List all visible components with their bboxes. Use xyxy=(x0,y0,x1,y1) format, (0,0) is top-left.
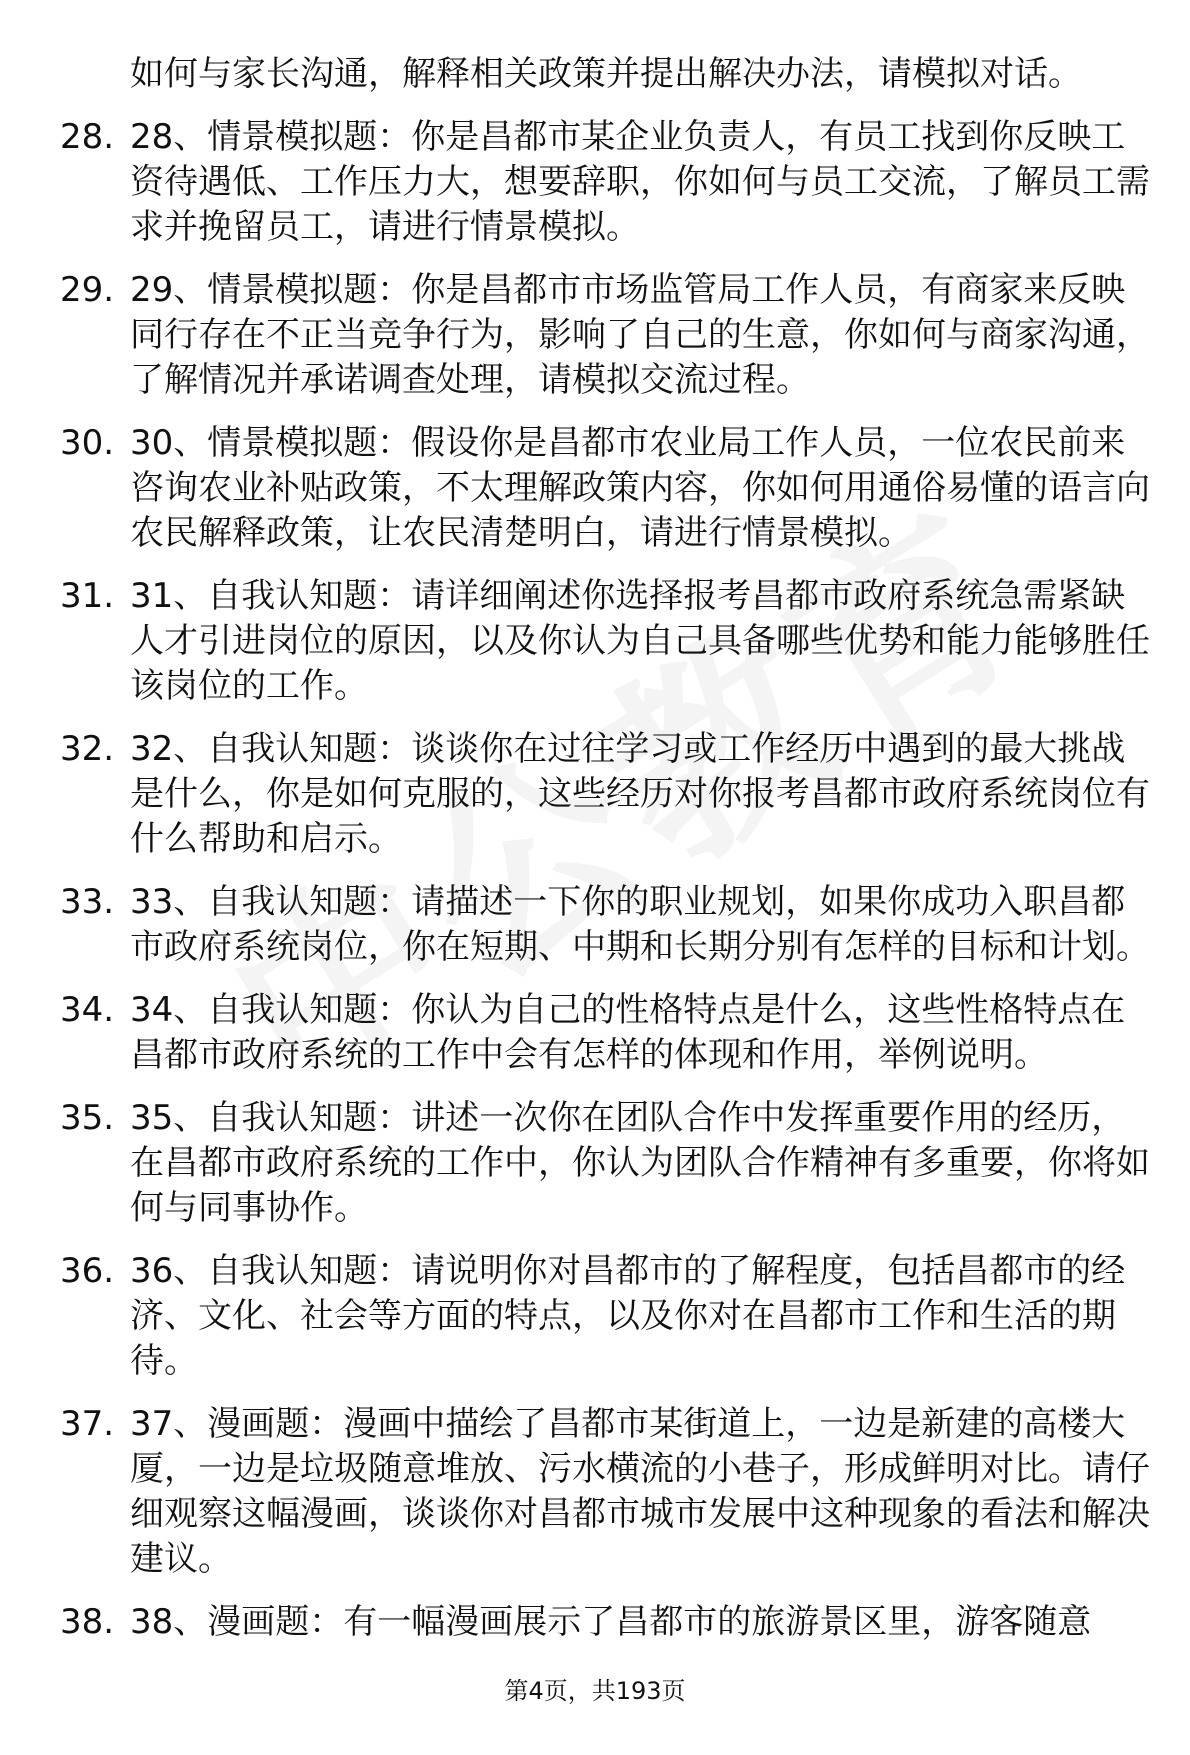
question-text: 38、漫画题：有一幅漫画展示了昌都市的旅游景区里，游客随意 xyxy=(130,1602,1092,1642)
question-number: 35. xyxy=(60,1098,115,1138)
question-number: 34. xyxy=(60,990,115,1030)
question-text: 33、自我认知题：请描述一下你的职业规划，如果你成功入职昌都市政府系统岗位，你在短期、中期和长期分别有怎样的目标和计划。 xyxy=(130,882,1150,967)
question-text: 37、漫画题：漫画中描绘了昌都市某街道上，一边是新建的高楼大厦，一边是垃圾随意堆放、污水横流的小巷子，形成鲜明对比。请仔细观察这幅漫画，谈谈你对昌都市城市发展中这种现象的看法和解决建议。 xyxy=(130,1404,1150,1579)
question-item xyxy=(0,421,1190,556)
question-item xyxy=(0,1402,1190,1582)
question-item xyxy=(0,268,1190,403)
question-item xyxy=(0,880,1190,970)
question-item xyxy=(0,574,1190,709)
question-number: 33. xyxy=(60,882,115,922)
question-item xyxy=(0,988,1190,1078)
continued-text: 如何与家长沟通，解释相关政策并提出解决办法，请模拟对话。 xyxy=(130,54,1082,94)
page-content xyxy=(0,52,1190,1645)
question-number: 38. xyxy=(60,1602,115,1642)
question-number: 32. xyxy=(60,729,115,769)
question-item xyxy=(0,115,1190,250)
question-text: 30、情景模拟题：假设你是昌都市农业局工作人员，一位农民前来咨询农业补贴政策，不太理解政策内容，你如何用通俗易懂的语言向农民解释政策，让农民清楚明白，请进行情景模拟。 xyxy=(130,423,1150,553)
question-item xyxy=(0,1096,1190,1231)
question-text: 34、自我认知题：你认为自己的性格特点是什么，这些性格特点在昌都市政府系统的工作中会有怎样的体现和作用，举例说明。 xyxy=(130,990,1126,1075)
question-number: 37. xyxy=(60,1404,115,1444)
question-number: 29. xyxy=(60,270,115,310)
question-text: 28、情景模拟题：你是昌都市某企业负责人，有员工找到你反映工资待遇低、工作压力大，想要辞职，你如何与员工交流，了解员工需求并挽留员工，请进行情景模拟。 xyxy=(130,117,1150,247)
question-text: 32、自我认知题：谈谈你在过往学习或工作经历中遇到的最大挑战是什么，你是如何克服的，这些经历对你报考昌都市政府系统岗位有什么帮助和启示。 xyxy=(130,729,1150,859)
question-item xyxy=(0,1249,1190,1384)
question-text: 36、自我认知题：请说明你对昌都市的了解程度，包括昌都市的经济、文化、社会等方面的特点，以及你对在昌都市工作和生活的期待。 xyxy=(130,1251,1126,1381)
question-number: 28. xyxy=(60,117,115,157)
question-text: 35、自我认知题：讲述一次你在团队合作中发挥重要作用的经历，在昌都市政府系统的工作中，你认为团队合作精神有多重要，你将如何与同事协作。 xyxy=(130,1098,1150,1228)
question-number: 36. xyxy=(60,1251,115,1291)
question-list xyxy=(0,115,1190,1645)
question-number: 31. xyxy=(60,576,115,616)
page-footer: 第4页，共193页 xyxy=(504,1677,686,1705)
question-item xyxy=(0,727,1190,862)
question-text: 29、情景模拟题：你是昌都市市场监管局工作人员，有商家来反映同行存在不正当竞争行为，影响了自己的生意，你如何与商家沟通，了解情况并承诺调查处理，请模拟交流过程。 xyxy=(130,270,1150,400)
question-item xyxy=(0,1600,1190,1645)
question-number: 30. xyxy=(60,423,115,463)
question-text: 31、自我认知题：请详细阐述你选择报考昌都市政府系统急需紧缺人才引进岗位的原因，以及你认为自己具备哪些优势和能力能够胜任该岗位的工作。 xyxy=(130,576,1150,706)
